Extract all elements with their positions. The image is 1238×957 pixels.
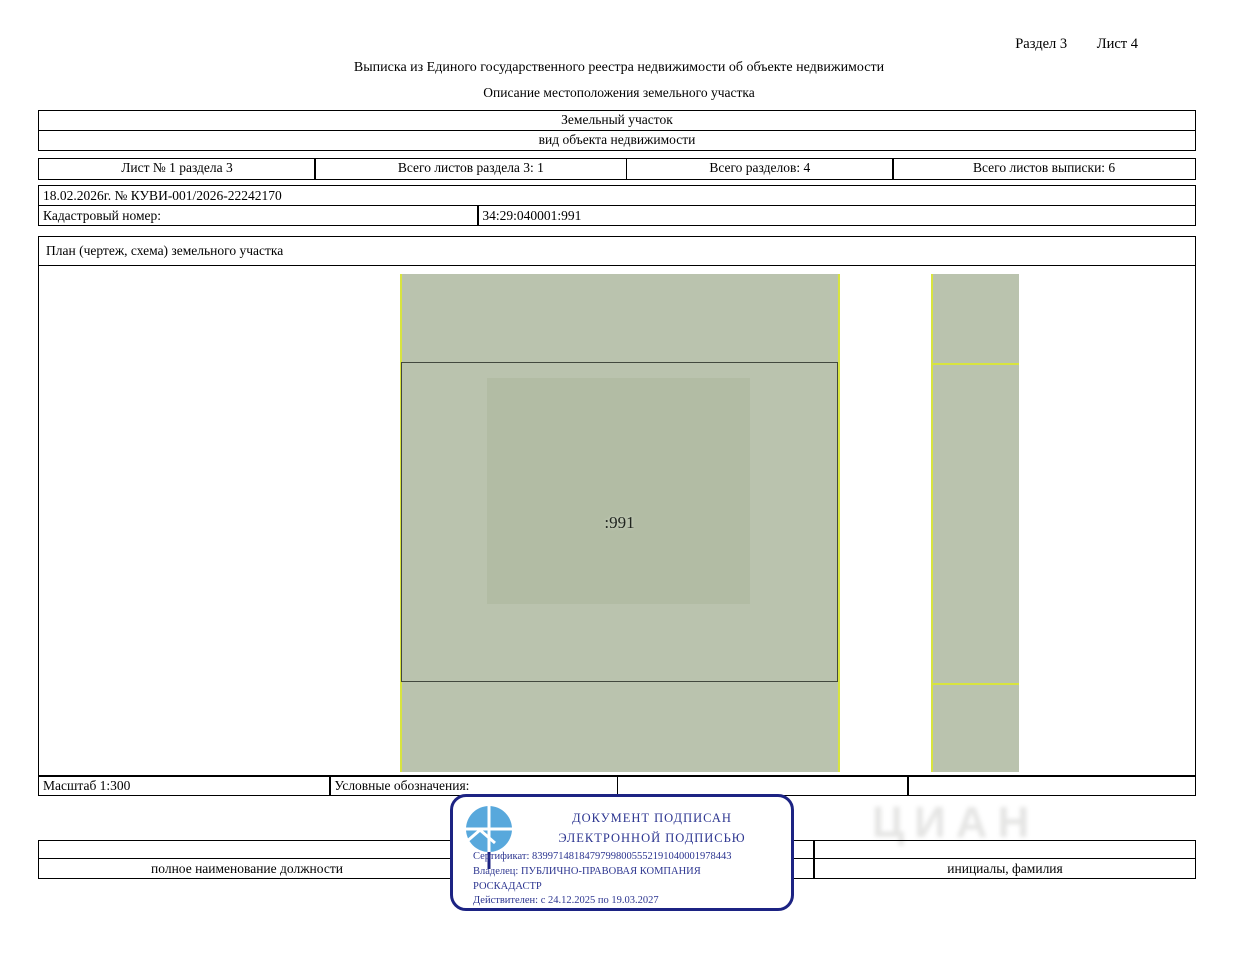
parcel-label: :991: [604, 512, 635, 532]
legend-empty-cell-1: [617, 775, 909, 796]
strip-boundary-bottom: [931, 683, 1019, 685]
document-subtitle: Описание местоположения земельного участка: [483, 85, 755, 100]
stamp-owner-line2: РОСКАДАСТР: [473, 881, 542, 892]
cadastral-value-cell: 34:29:040001:991: [477, 205, 1196, 226]
boundary-line-right: [838, 274, 840, 772]
stamp-certificate: Сертификат: 83997148184797998005552191040001978443: [473, 851, 732, 862]
plan-header-cell: План (чертеж, схема) земельного участка: [38, 236, 1196, 266]
request-date-number-cell: 18.02.2026г. № КУВИ-001/2026-22242170: [38, 185, 1196, 206]
plan-canvas: [38, 265, 1196, 777]
stamp-owner-line1: Владелец: ПУБЛИЧНО-ПРАВОВАЯ КОМПАНИЯ: [473, 866, 701, 877]
legend-cell: Условные обозначения:: [329, 775, 618, 796]
object-type-cell: Земельный участок: [38, 110, 1196, 131]
land-area-right-strip: [931, 274, 1019, 772]
document-title: Выписка из Единого государственного реестра недвижимости об объекте недвижимости: [353, 60, 885, 75]
page-meta: [989, 36, 1138, 53]
parcel-991: [401, 362, 838, 682]
sheets-in-section-cell: Всего листов раздела 3: 1: [314, 158, 627, 180]
stamp-title-line2: ЭЛЕКТРОННОЙ ПОДПИСЬЮ: [558, 831, 746, 845]
strip-boundary-left: [931, 274, 933, 772]
parcel-inner-shade: [487, 378, 750, 604]
signature-divider-right: [813, 841, 815, 858]
cadastral-label-cell: Кадастровый номер:: [38, 205, 479, 226]
stamp-validity: Действителен: с 24.12.2025 по 19.03.2027: [473, 895, 659, 906]
position-label: полное наименование должности: [151, 860, 343, 876]
sections-total-cell: Всего разделов: 4: [626, 158, 894, 180]
scale-cell: Масштаб 1:300: [38, 775, 331, 796]
legend-empty-cell-2: [907, 775, 1196, 796]
sheet-number: Лист 4: [1096, 36, 1138, 52]
strip-boundary-top: [931, 363, 1019, 365]
stamp-title-line1: ДОКУМЕНТ ПОДПИСАН: [572, 811, 732, 825]
digital-signature-stamp: [450, 794, 794, 911]
section-number: Раздел 3: [1015, 36, 1068, 52]
sheet-number-cell: Лист № 1 раздела 3: [38, 158, 316, 180]
name-label: инициалы, фамилия: [947, 860, 1063, 876]
object-type-caption-cell: вид объекта недвижимости: [38, 130, 1196, 151]
land-area-main: [400, 274, 840, 772]
watermark: ЦИАН: [872, 798, 1040, 847]
sheets-total-cell: Всего листов выписки: 6: [892, 158, 1196, 180]
